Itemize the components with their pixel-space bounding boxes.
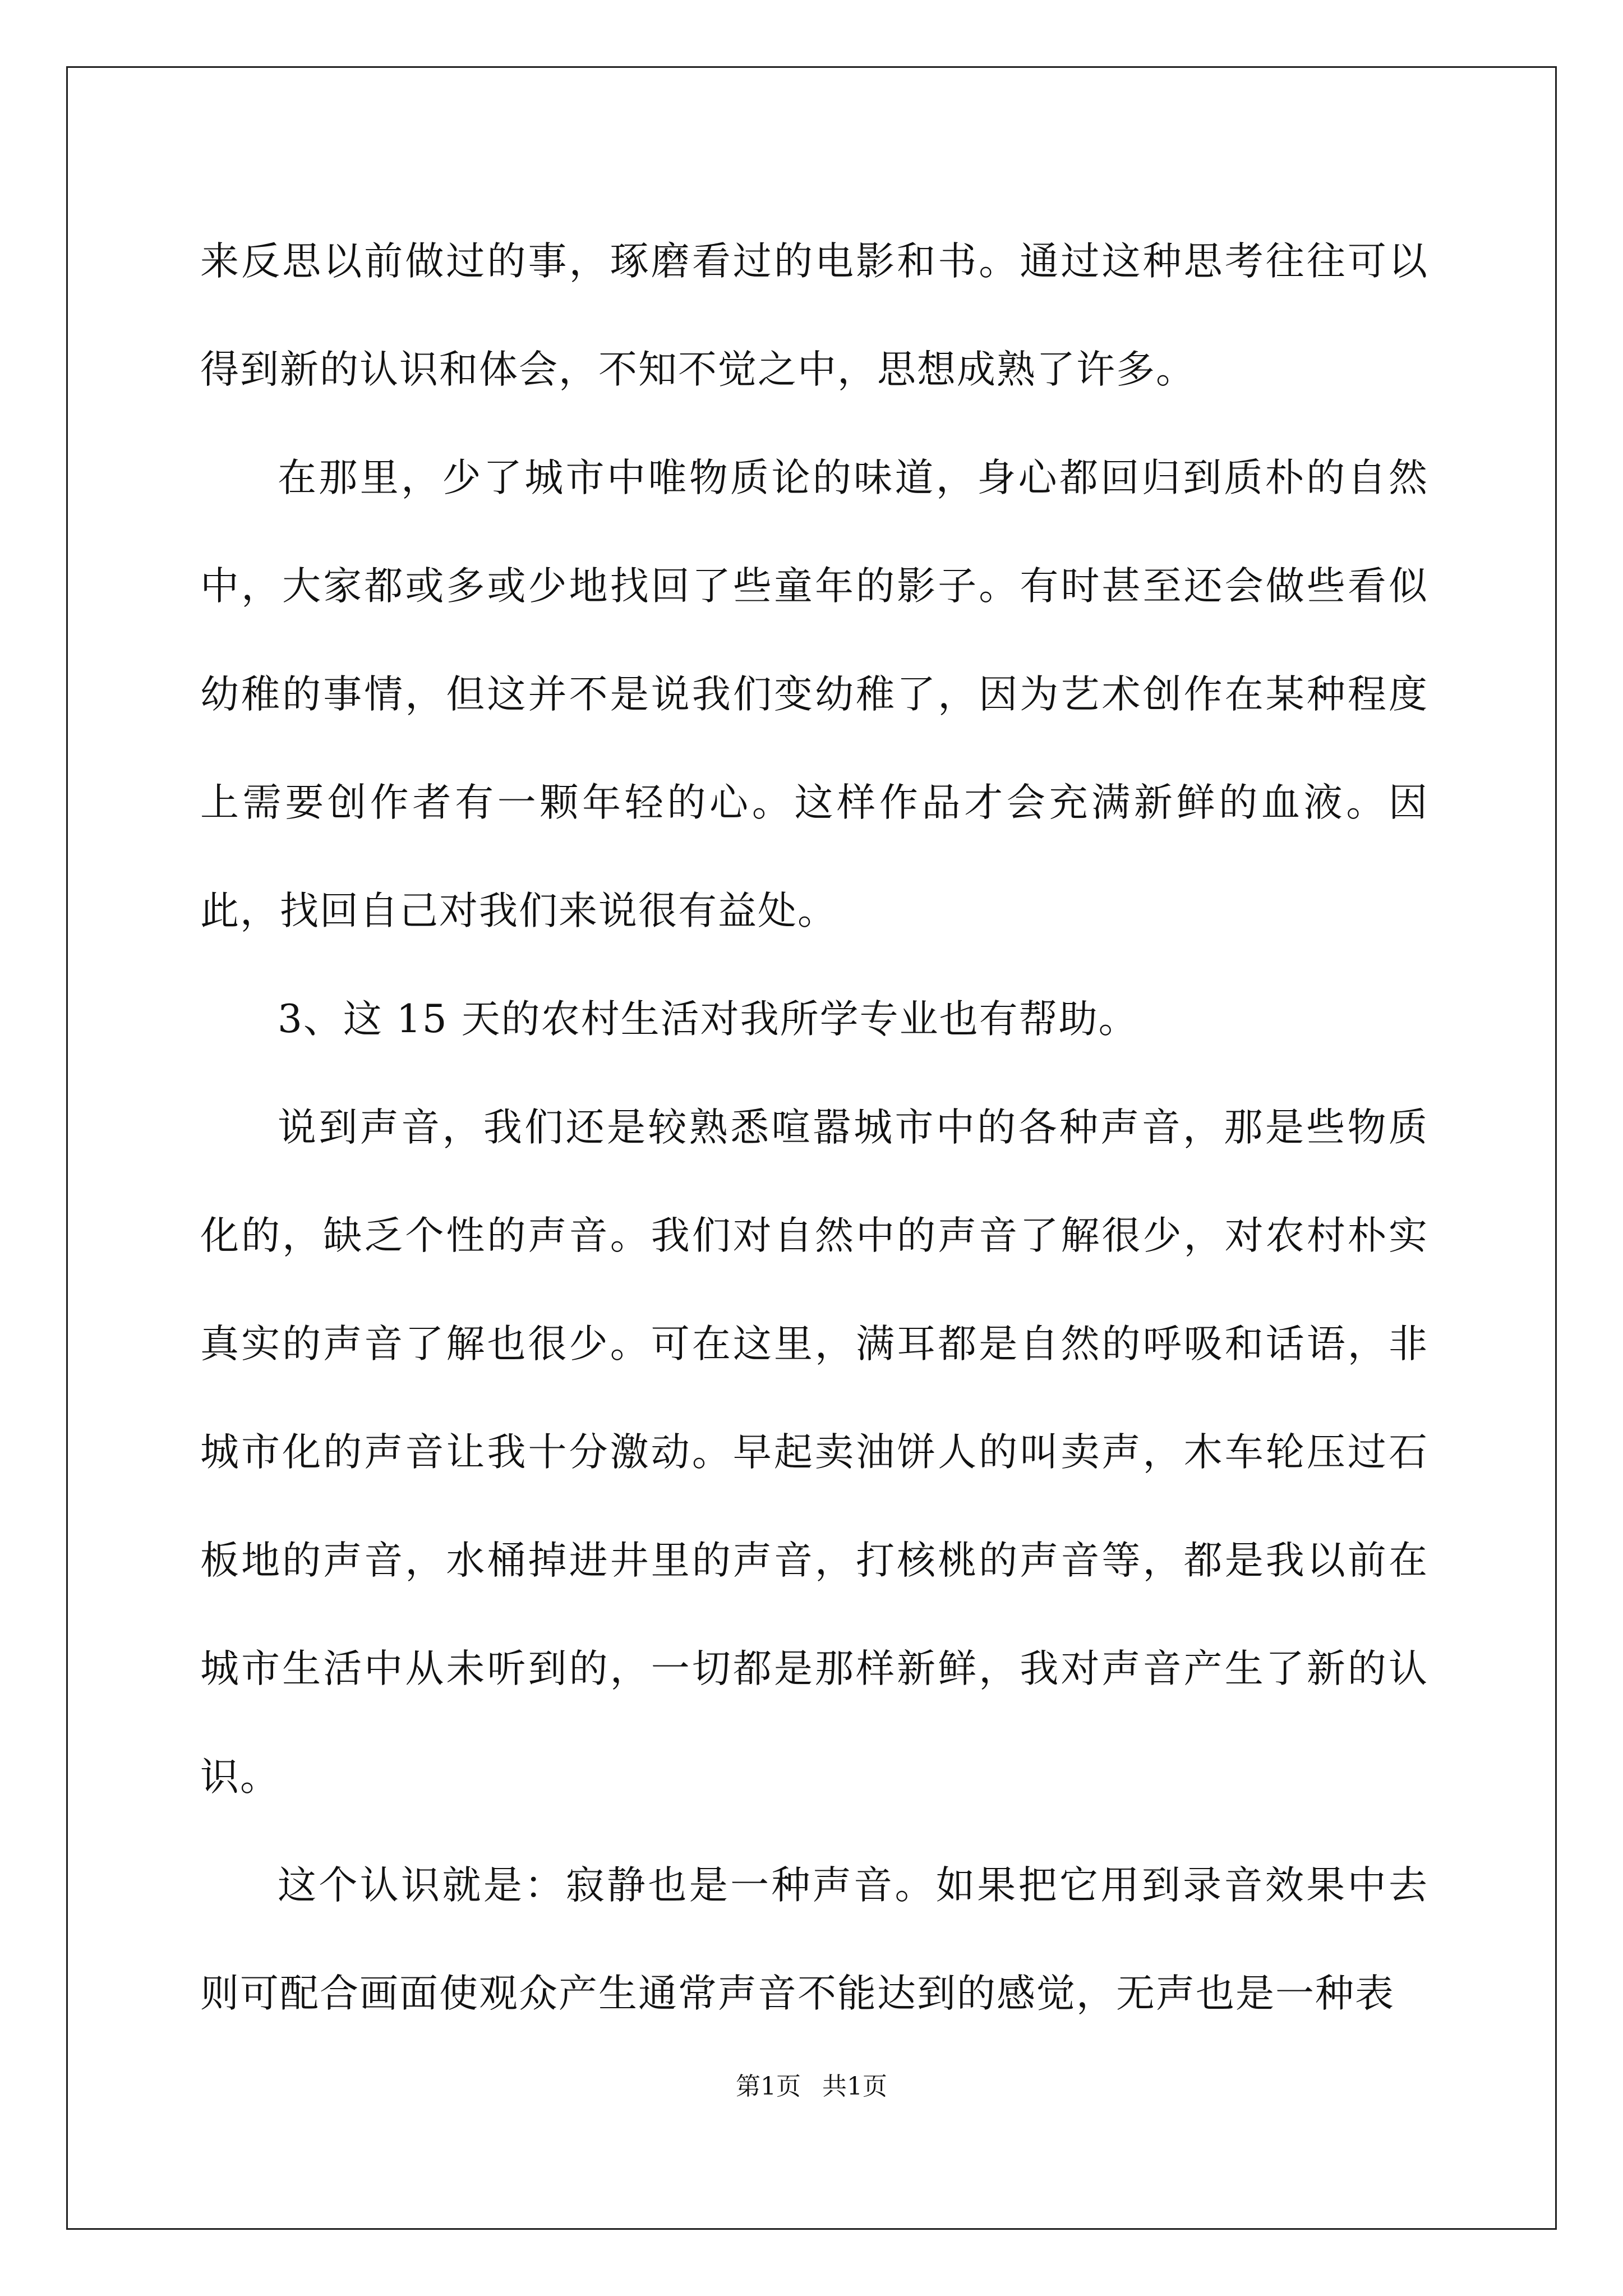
paragraph-1: 来反思以前做过的事，琢磨看过的电影和书。通过这种思考往往可以得到新的认识和体会，不知不觉之中，思想成熟了许多。: [200, 239, 1428, 392]
paragraph-5: 这个认识就是：寂静也是一种声音。如果把它用到录音效果中去则可配合画面使观众产生通常声音不能达到的感觉，无声也是一种表: [200, 1863, 1428, 2016]
paragraph-4: 说到声音，我们还是较熟悉喧嚣城市中的各种声音，那是些物质化的，缺乏个性的声音。我们对自然中的声音了解很少，对农村朴实真实的声音了解也很少。可在这里，满耳都是自然的呼吸和话语，非城市化的声音让我十分激动。早起卖油饼人的叫卖声，木车轮压过石板地的声音，水桶掉进井里的声音，打核桃的声音等，都是我以前在城市生活中从未听到的，一切都是那样新鲜，我对声音产生了新的认识。: [200, 1105, 1428, 1800]
page-total: 共1页: [822, 2072, 887, 2101]
paragraph-2: 在那里，少了城市中唯物质论的味道，身心都回归到质朴的自然中，大家都或多或少地找回了些童年的影子。有时甚至还会做些看似幼稚的事情，但这并不是说我们变幼稚了，因为艺术创作在某种程度上需要创作者有一颗年轻的心。这样作品才会充满新鲜的血液。因此，找回自己对我们来说很有益处。: [200, 455, 1428, 933]
document-body: [200, 208, 1428, 2048]
paragraph-3: 3、这 15 天的农村生活对我所学专业也有帮助。: [278, 997, 1138, 1042]
page-footer: [0, 2070, 1623, 2104]
page-number: 第1页: [736, 2072, 801, 2101]
